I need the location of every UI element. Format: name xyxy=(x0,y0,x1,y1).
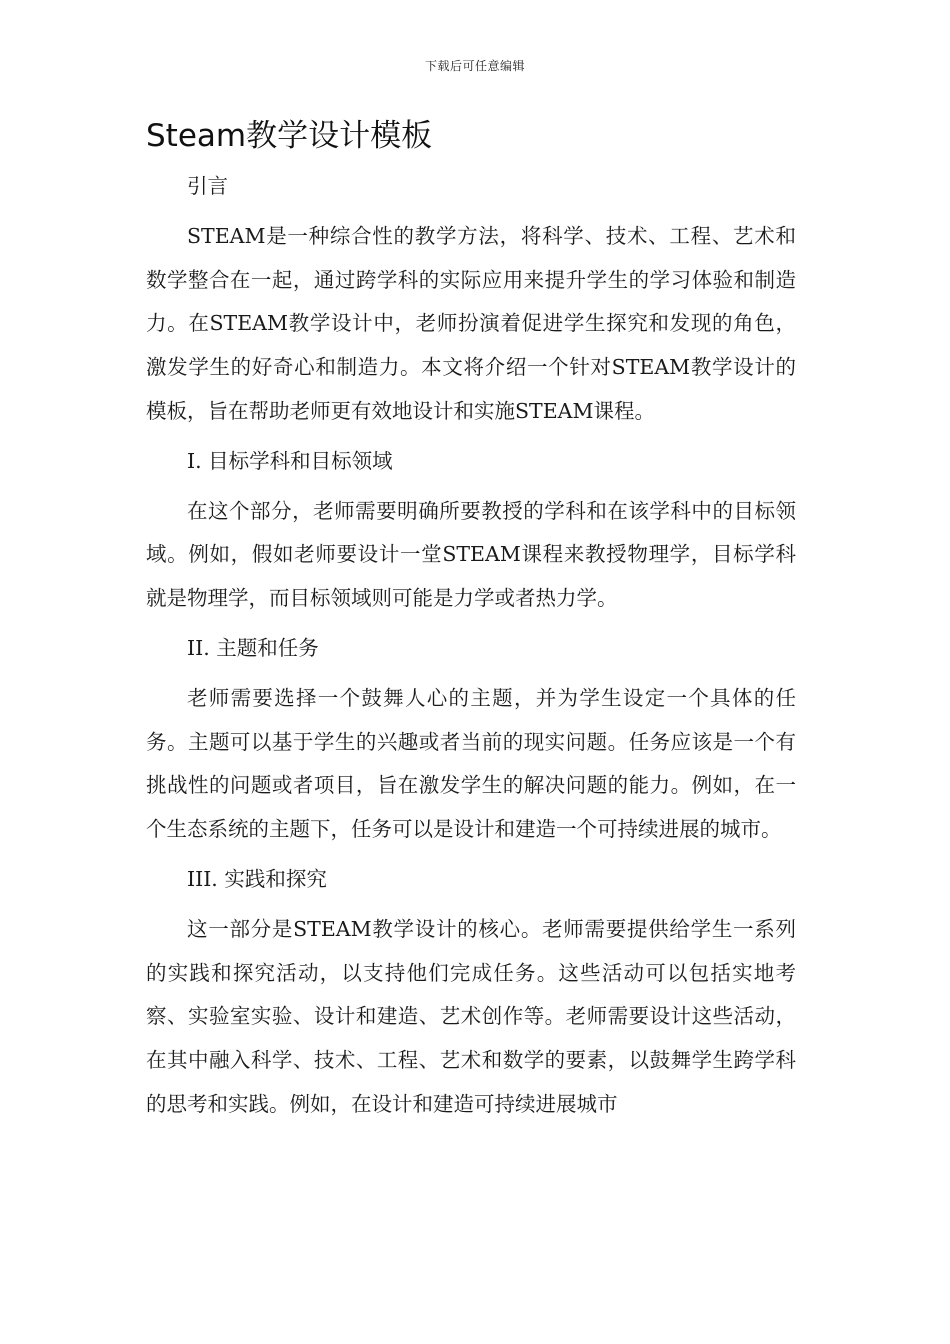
header-note: 下载后可任意编辑 xyxy=(424,59,525,73)
section-paragraph: 这一部分是STEAM教学设计的核心。老师需要提供给学生一系列的实践和探究活动，以支持他们完成任务。这些活动可以包括实地考察、实验室实验、设计和建造、艺术创作等。老师需要设计这些活动，在其中融入科学、技术、工程、艺术和数学的要素，以鼓舞学生跨学科的思考和实践。例如，在设计和建造可持续进展城市 xyxy=(146,916,796,1116)
section-heading: III. 实践和探究 xyxy=(187,866,327,891)
section-paragraph: 老师需要选择一个鼓舞人心的主题，并为学生设定一个具体的任务。主题可以基于学生的兴趣或者当前的现实问题。任务应该是一个有挑战性的问题或者项目，旨在激发学生的解决问题的能力。例如，在一个生态系统的主题下，任务可以是设计和建造一个可持续进展的城市。 xyxy=(146,685,796,842)
section-paragraph: 在这个部分，老师需要明确所要教授的学科和在该学科中的目标领域。例如，假如老师要设计一堂STEAM课程来教授物理学，目标学科就是物理学，而目标领域则可能是力学或者热力学。 xyxy=(146,498,796,611)
section-heading: I. 目标学科和目标领域 xyxy=(187,448,393,473)
document-title: Steam教学设计模板 xyxy=(146,118,433,154)
intro-paragraph: STEAM是一种综合性的教学方法，将科学、技术、工程、艺术和数学整合在一起，通过跨学科的实际应用来提升学生的学习体验和制造力。在STEAM教学设计中，老师扮演着促进学生探究和发现的角色，激发学生的好奇心和制造力。本文将介绍一个针对STEAM教学设计的模板，旨在帮助老师更有效地设计和实施STEAM课程。 xyxy=(146,223,796,423)
document-body xyxy=(146,165,796,1127)
intro-heading: 引言 xyxy=(187,174,228,198)
section-heading: II. 主题和任务 xyxy=(187,635,319,660)
